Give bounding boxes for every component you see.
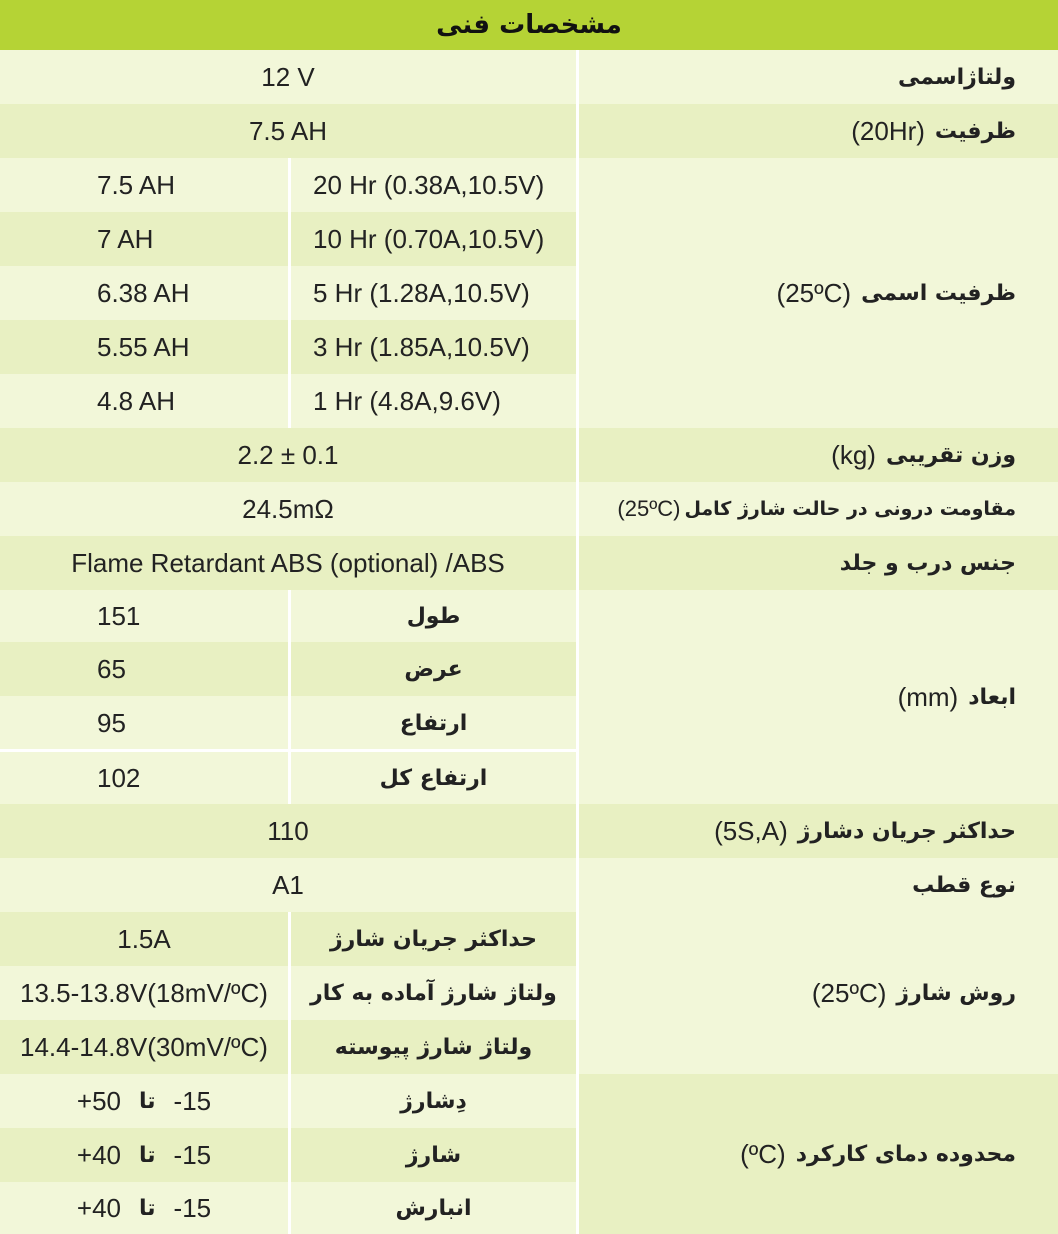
rated-capacity-rate: 1 Hr (4.8A,9.6V)	[291, 374, 576, 428]
dimension-value: 65	[0, 642, 288, 696]
rated-capacity-label: (25ºC) ظرفیت اسمی	[579, 158, 1058, 428]
page-title: مشخصات فنی	[0, 0, 1058, 50]
sub-column-divider	[288, 590, 291, 804]
temperature-range: +40 تا -15	[0, 1128, 288, 1182]
rated-capacity-rate: 20 Hr (0.38A,10.5V)	[291, 158, 576, 212]
sub-column-divider	[288, 912, 291, 1234]
nominal-voltage-value: 12 V	[0, 50, 576, 104]
charge-param-name: حداکثر جریان شارژ	[291, 912, 576, 966]
rated-capacity-rate: 3 Hr (1.85A,10.5V)	[291, 320, 576, 374]
dimension-name: عرض	[291, 642, 576, 696]
charge-value: 1.5A	[0, 912, 288, 966]
temperature-range: +50 تا -15	[0, 1074, 288, 1128]
rated-capacity-rate: 10 Hr (0.70A,10.5V)	[291, 212, 576, 266]
rated-capacity-value: 7.5 AH	[0, 158, 288, 212]
rated-capacity-value: 5.55 AH	[0, 320, 288, 374]
rated-capacity-value: 4.8 AH	[0, 374, 288, 428]
temperature-mode: شارژ	[291, 1128, 576, 1182]
charge-value: 13.5-13.8V(18mV/ºC)	[0, 966, 288, 1020]
nominal-voltage-label: ولتاژاسمی	[579, 50, 1058, 104]
dimension-value: 102	[0, 752, 288, 804]
rated-capacity-rate: 5 Hr (1.28A,10.5V)	[291, 266, 576, 320]
terminal-label: نوع قطب	[579, 858, 1058, 912]
charge-param-name: ولتاژ شارژ آماده به کار	[291, 966, 576, 1020]
dimension-value: 151	[0, 590, 288, 642]
internal-resistance-value: 24.5mΩ	[0, 482, 576, 536]
temperature-mode: انبارش	[291, 1182, 576, 1234]
weight-label: (kg) وزن تقریبی	[579, 428, 1058, 482]
capacity-20hr-label: (20Hr) ظرفیت	[579, 104, 1058, 158]
rated-capacity-value: 7 AH	[0, 212, 288, 266]
dimensions-label: (mm) ابعاد	[579, 590, 1058, 804]
case-material-value: Flame Retardant ABS (optional) /ABS	[0, 536, 576, 590]
capacity-20hr-value: 7.5 AH	[0, 104, 576, 158]
dimension-name: ارتفاع	[291, 696, 576, 750]
dimension-value: 95	[0, 696, 288, 750]
temperature-range: +40 تا -15	[0, 1182, 288, 1234]
charge-param-name: ولتاژ شارژ پیوسته	[291, 1020, 576, 1074]
sub-column-divider	[288, 158, 291, 428]
dimension-name: طول	[291, 590, 576, 642]
max-discharge-label: (5S,A) حداکثر جریان دشارژ	[579, 804, 1058, 858]
column-divider	[576, 50, 579, 1234]
charge-value: 14.4-14.8V(30mV/ºC)	[0, 1020, 288, 1074]
weight-value: 2.2 ± 0.1	[0, 428, 576, 482]
case-material-label: جنس درب و جلد	[579, 536, 1058, 590]
temperature-mode: دِشارژ	[291, 1074, 576, 1128]
temperature-label: (ºC) محدوده دمای کارکرد	[579, 1074, 1058, 1234]
rated-capacity-value: 6.38 AH	[0, 266, 288, 320]
charge-method-label: (25ºC) روش شارژ	[579, 912, 1058, 1074]
internal-resistance-label: (25ºC) مقاومت درونی در حالت شارژ کامل	[579, 482, 1058, 536]
max-discharge-value: 110	[0, 804, 576, 858]
dimension-name: ارتفاع کل	[291, 752, 576, 804]
terminal-value: A1	[0, 858, 576, 912]
